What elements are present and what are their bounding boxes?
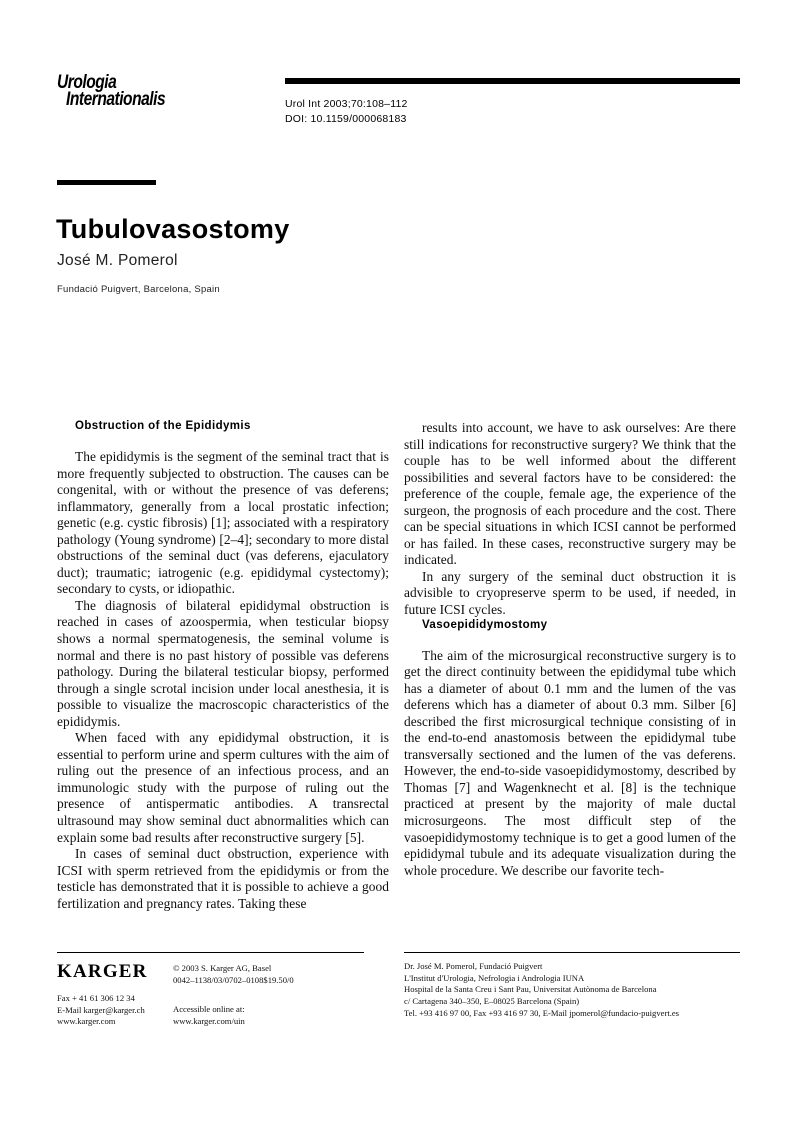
doi-reference: DOI: 10.1159/000068183 (285, 113, 407, 125)
section-heading-vasoepididymostomy: Vasoepididymostomy (422, 618, 548, 631)
correspondence-line: Hospital de la Santa Creu i Sant Pau, Universitat Autònoma de Barcelona (404, 984, 657, 995)
correspondence-line: Tel. +93 416 97 00, Fax +93 416 97 30, E-Mail jpomerol@fundacio-puigvert.es (404, 1007, 680, 1018)
title-rule (57, 180, 156, 185)
accessible-online-label: Accessible online at: (173, 1004, 245, 1015)
accessible-online-block (173, 1004, 245, 1027)
publisher-website[interactable]: www.karger.com (57, 1016, 116, 1027)
publisher-email[interactable]: E-Mail karger@karger.ch (57, 1004, 145, 1015)
paragraph: results into account, we have to ask ourselves: Are there still indications for reconstructive surgery? We think that the couple has to be well informed about the different possibilities and several factors have to be considered: the preference of the couple, female age, the experience of the surgeon, the prognosis of each procedure and the cost. There can be special situations in which ICSI cannot be performed or has failed. In these cases, reconstructive surgery may be indicated. (404, 420, 736, 568)
paragraph: When faced with any epididymal obstruction, it is essential to perform urine and sperm cultures with the aim of ruling out the presence of an infectious process, and an immunologic study with the purpose of ruling out the presence of antispermatic antibodies. A transrectal ultrasound may show seminal duct abnormalities which can explain some bad results after reconstructive surgery [5]. (57, 730, 389, 845)
section-heading-obstruction: Obstruction of the Epididymis (75, 420, 251, 432)
citation-reference: Urol Int 2003;70:108–112 (285, 98, 408, 110)
page-title: Tubulovasostomy (56, 214, 290, 245)
paragraph: The epididymis is the segment of the seminal tract that is more frequently subjected to obstruction. The causes can be congenital, with or without the presence of vas deferens; inflammatory, generally from a local prostatic infection; genetic (e.g. cystic fibrosis) [1]; associated with a respiratory pathology (Young syndrome) [2–4]; secondary to more distal obstructions of the seminal duct (vas deferens, ejaculatory duct); traumatic; iatrogenic (e.g. epididymal cystectomy); secondary to cysts, or idiopathic. (57, 449, 389, 597)
citation-rule (285, 78, 740, 84)
citation-block (285, 78, 740, 127)
correspondence-line: c/ Cartagena 340–350, E–08025 Barcelona (Spain) (404, 996, 580, 1007)
publisher-contact (57, 993, 145, 1028)
paragraph: The diagnosis of bilateral epididymal obstruction is reached in cases of azoospermia, when testicular biopsy shows a normal spermatogenesis, the seminal volume is normal and there is no past history of possible vas deferens pathology. During the bilateral testicular biopsy, performed through a single scrotal incision under local anesthesia, it is possible to visualize the macroscopic characteristics of the epididymis. (57, 597, 389, 729)
body-column-right (404, 420, 736, 879)
journal-logo-line2: Internationalis (66, 89, 166, 110)
journal-logo (57, 74, 221, 108)
journal-masthead (57, 74, 257, 108)
karger-logo: KARGER (57, 961, 148, 983)
accessible-online-url[interactable]: www.karger.com/uin (173, 1015, 245, 1026)
correspondence-address (404, 961, 740, 1019)
copyright-line-2: 0042–1138/03/0702–0108$19.50/0 (173, 974, 294, 985)
correspondence-line: L'Institut d'Urologia, Nefrologia i Andrologia IUNA (404, 972, 585, 983)
publisher-fax: Fax + 41 61 306 12 34 (57, 993, 135, 1004)
paragraph: In any surgery of the seminal duct obstruction it is advisible to cryopreserve sperm to be used, if needed, in future ICSI cycles. (404, 568, 736, 618)
correspondence-line: Dr. José M. Pomerol, Fundació Puigvert (404, 961, 543, 972)
footer-publisher-block (57, 952, 364, 1027)
journal-logo-line1: Urologia (57, 72, 117, 93)
article-author: José M. Pomerol (57, 252, 178, 269)
article-affiliation: Fundació Puigvert, Barcelona, Spain (57, 284, 220, 295)
footer-rule-right (404, 952, 740, 953)
paragraph: In cases of seminal duct obstruction, experience with ICSI with sperm retrieved from the epididymis or from the testicle has demonstrated that it is possible to achieve a good fertilization and pregnancy rates. Taking these (57, 846, 389, 911)
copyright-text (173, 963, 294, 986)
copyright-line-1: © 2003 S. Karger AG, Basel (173, 963, 272, 974)
body-column-left (57, 420, 389, 912)
footer-correspondence-block (404, 952, 740, 1019)
footer-rule-left (57, 952, 364, 953)
paragraph: The aim of the microsurgical reconstructive surgery is to get the direct continuity between the epididymal tube which has a diameter of about 0.1 mm and the lumen of the vas deferens which has a diameter of about 0.3 mm. Silber [6] described the first microsurgical technique consisting of in the end-to-end anastomosis between the epididymal tube transversally sectioned and the lumen of the vas deferens. However, the end-to-side vasoepididymostomy, described by Thomas [7] and Wagenknecht et al. [8] is the technique practiced at present by the majority of male ductal microsurgeons. The most difficult step of the vasoepididymostomy technique is to get a good lumen of the epididymal tubule and its adequate visualization during the whole procedure. We describe our favorite tech- (404, 647, 736, 878)
